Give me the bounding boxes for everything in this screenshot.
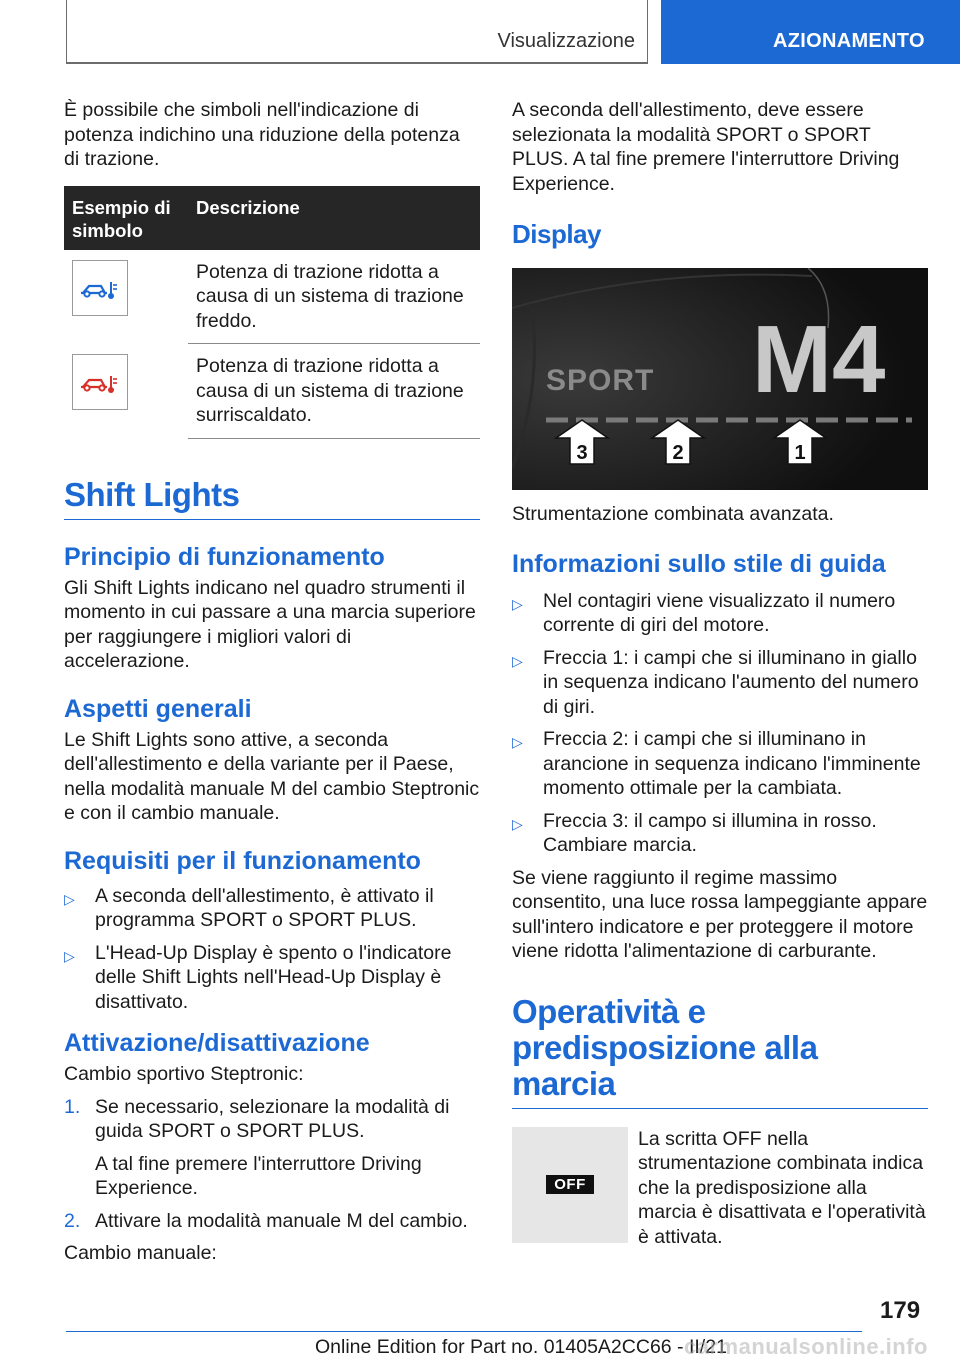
triangle-bullet-icon: ▷: [64, 890, 75, 907]
header-section-title: Visualizzazione: [497, 30, 635, 52]
header-section-box: [66, 0, 648, 64]
table-cell-description: Potenza di trazione ridotta a causa di un sistema di trazione surriscaldato.: [188, 344, 480, 439]
svg-text:2: 2: [672, 442, 684, 464]
activation-intro: Cambio sportivo Steptronic:: [64, 1063, 304, 1085]
left-column: [64, 98, 480, 1266]
table-header-row: [64, 186, 480, 250]
list-item: ▷ Freccia 2: i campi che si illuminano in arancione in sequenza indicano l'imminente momento ottimale per la cambiata.: [512, 728, 921, 799]
instrument-cluster-image: [512, 268, 928, 490]
step-number: 2.: [64, 1209, 81, 1232]
table-header-symbol: Esempio di simbolo: [64, 186, 188, 250]
svg-text:1: 1: [794, 442, 806, 464]
off-badge: OFF: [546, 1175, 594, 1194]
footer-edition: Online Edition for Part no. 01405A2CC66 - II/21: [315, 1336, 727, 1358]
requirements-list: [64, 884, 480, 1015]
table-header-description: Descrizione: [188, 186, 480, 250]
requirements-heading: Requisiti per il funzionamento: [64, 846, 421, 875]
activation-heading: Attivazione/disattivazione: [64, 1029, 370, 1057]
traction-cold-icon: [72, 260, 128, 316]
principle-heading: Principio di funzionamento: [64, 542, 385, 571]
list-item: [64, 1095, 480, 1201]
list-item: ▷ L'Head-Up Display è spento o l'indicatore delle Shift Lights nell'Head-Up Display è disattivato.: [64, 941, 452, 1013]
header-chapter-title: AZIONAMENTO: [773, 30, 925, 52]
display-heading: Display: [512, 219, 601, 249]
general-heading: Aspetti generali: [64, 694, 252, 723]
right-intro-paragraph: A seconda dell'allestimento, deve essere selezionata la modalità SPORT o SPORT PLUS. A tal fine premere l'interruttore Driving Experience.: [512, 99, 900, 195]
display-gear-text: M4: [752, 306, 886, 413]
shift-lights-heading-block: [64, 477, 480, 520]
activation-steps: [64, 1095, 480, 1234]
header-chapter-tab[interactable]: [661, 0, 960, 64]
off-indicator-row: [512, 1127, 928, 1250]
list-item: ▷ Freccia 1: i campi che si illuminano in giallo in sequenza indicano l'aumento del numero di giri.: [512, 646, 919, 718]
driving-style-heading: Informazioni sullo stile di guida: [512, 549, 886, 578]
operability-heading-block: [512, 994, 928, 1109]
symbol-table: [64, 186, 480, 439]
table-cell-symbol: [64, 250, 188, 344]
list-item: ▷ Freccia 3: il campo si illumina in rosso. Cambiare marcia.: [512, 809, 877, 856]
triangle-bullet-icon: ▷: [512, 815, 523, 832]
table-row: [64, 250, 480, 344]
display-mode-text: SPORT: [546, 364, 655, 397]
right-column: [512, 98, 928, 1249]
shift-lights-heading: Shift Lights: [64, 475, 240, 513]
intro-paragraph: È possibile che simboli nell'indicazione di potenza indichino una riduzione della potenza di trazione.: [64, 99, 460, 170]
general-paragraph: Le Shift Lights sono attive, a seconda dell'allestimento e della variante per il Paese, nella modalità manuale M del cambio Steptronic e con il cambio manuale.: [64, 728, 480, 824]
step-number: 1.: [64, 1095, 81, 1118]
svg-text:3: 3: [576, 442, 588, 464]
list-item: ▷ A seconda dell'allestimento, è attivato il programma SPORT o SPORT PLUS.: [64, 884, 434, 931]
operability-heading-line1: Operatività e: [512, 992, 706, 1030]
table-cell-description: Potenza di trazione ridotta a causa di un sistema di trazione freddo.: [188, 250, 480, 344]
triangle-bullet-icon: ▷: [512, 652, 523, 669]
off-indicator-image: [512, 1127, 628, 1243]
page-number: 179: [880, 1297, 921, 1324]
step-text: Attivare la modalità manuale M del cambio.: [95, 1209, 468, 1232]
image-caption: Strumentazione combinata avanzata.: [512, 503, 834, 525]
triangle-bullet-icon: ▷: [512, 734, 523, 750]
list-item: [64, 1209, 480, 1234]
driving-style-list: [512, 589, 928, 858]
manual-gearbox-label: Cambio manuale:: [64, 1242, 217, 1264]
triangle-bullet-icon: ▷: [64, 947, 75, 964]
table-cell-symbol: [64, 344, 188, 439]
list-item: ▷ Nel contagiri viene visualizzato il numero corrente di giri del motore.: [512, 589, 896, 636]
table-row: [64, 344, 480, 439]
principle-paragraph: Gli Shift Lights indicano nel quadro strumenti il momento in cui passare a una marcia superiore per raggiungere i migliori valori di accelerazione.: [64, 576, 476, 672]
triangle-bullet-icon: ▷: [512, 595, 523, 612]
traction-hot-icon: [72, 354, 128, 410]
operability-heading-line2: predisposizione alla marcia: [512, 1028, 818, 1102]
watermark: carmanualsonline.info: [684, 1334, 928, 1359]
footer-rule: [66, 1331, 862, 1332]
off-paragraph: La scritta OFF nella strumentazione combinata indica che la predisposizione alla marcia è disattivata e l'operatività è attivata.: [638, 1127, 926, 1248]
step-subtext: A tal fine premere l'interruttore Driving Experience.: [95, 1152, 422, 1199]
step-text: Se necessario, selezionare la modalità di guida SPORT o SPORT PLUS.: [95, 1095, 450, 1142]
max-rpm-paragraph: Se viene raggiunto il regime massimo consentito, una luce rossa lampeggiante appare sull'intero indicatore e per proteggere il motore viene ridotta l'alimentazione di carburante.: [512, 866, 928, 962]
